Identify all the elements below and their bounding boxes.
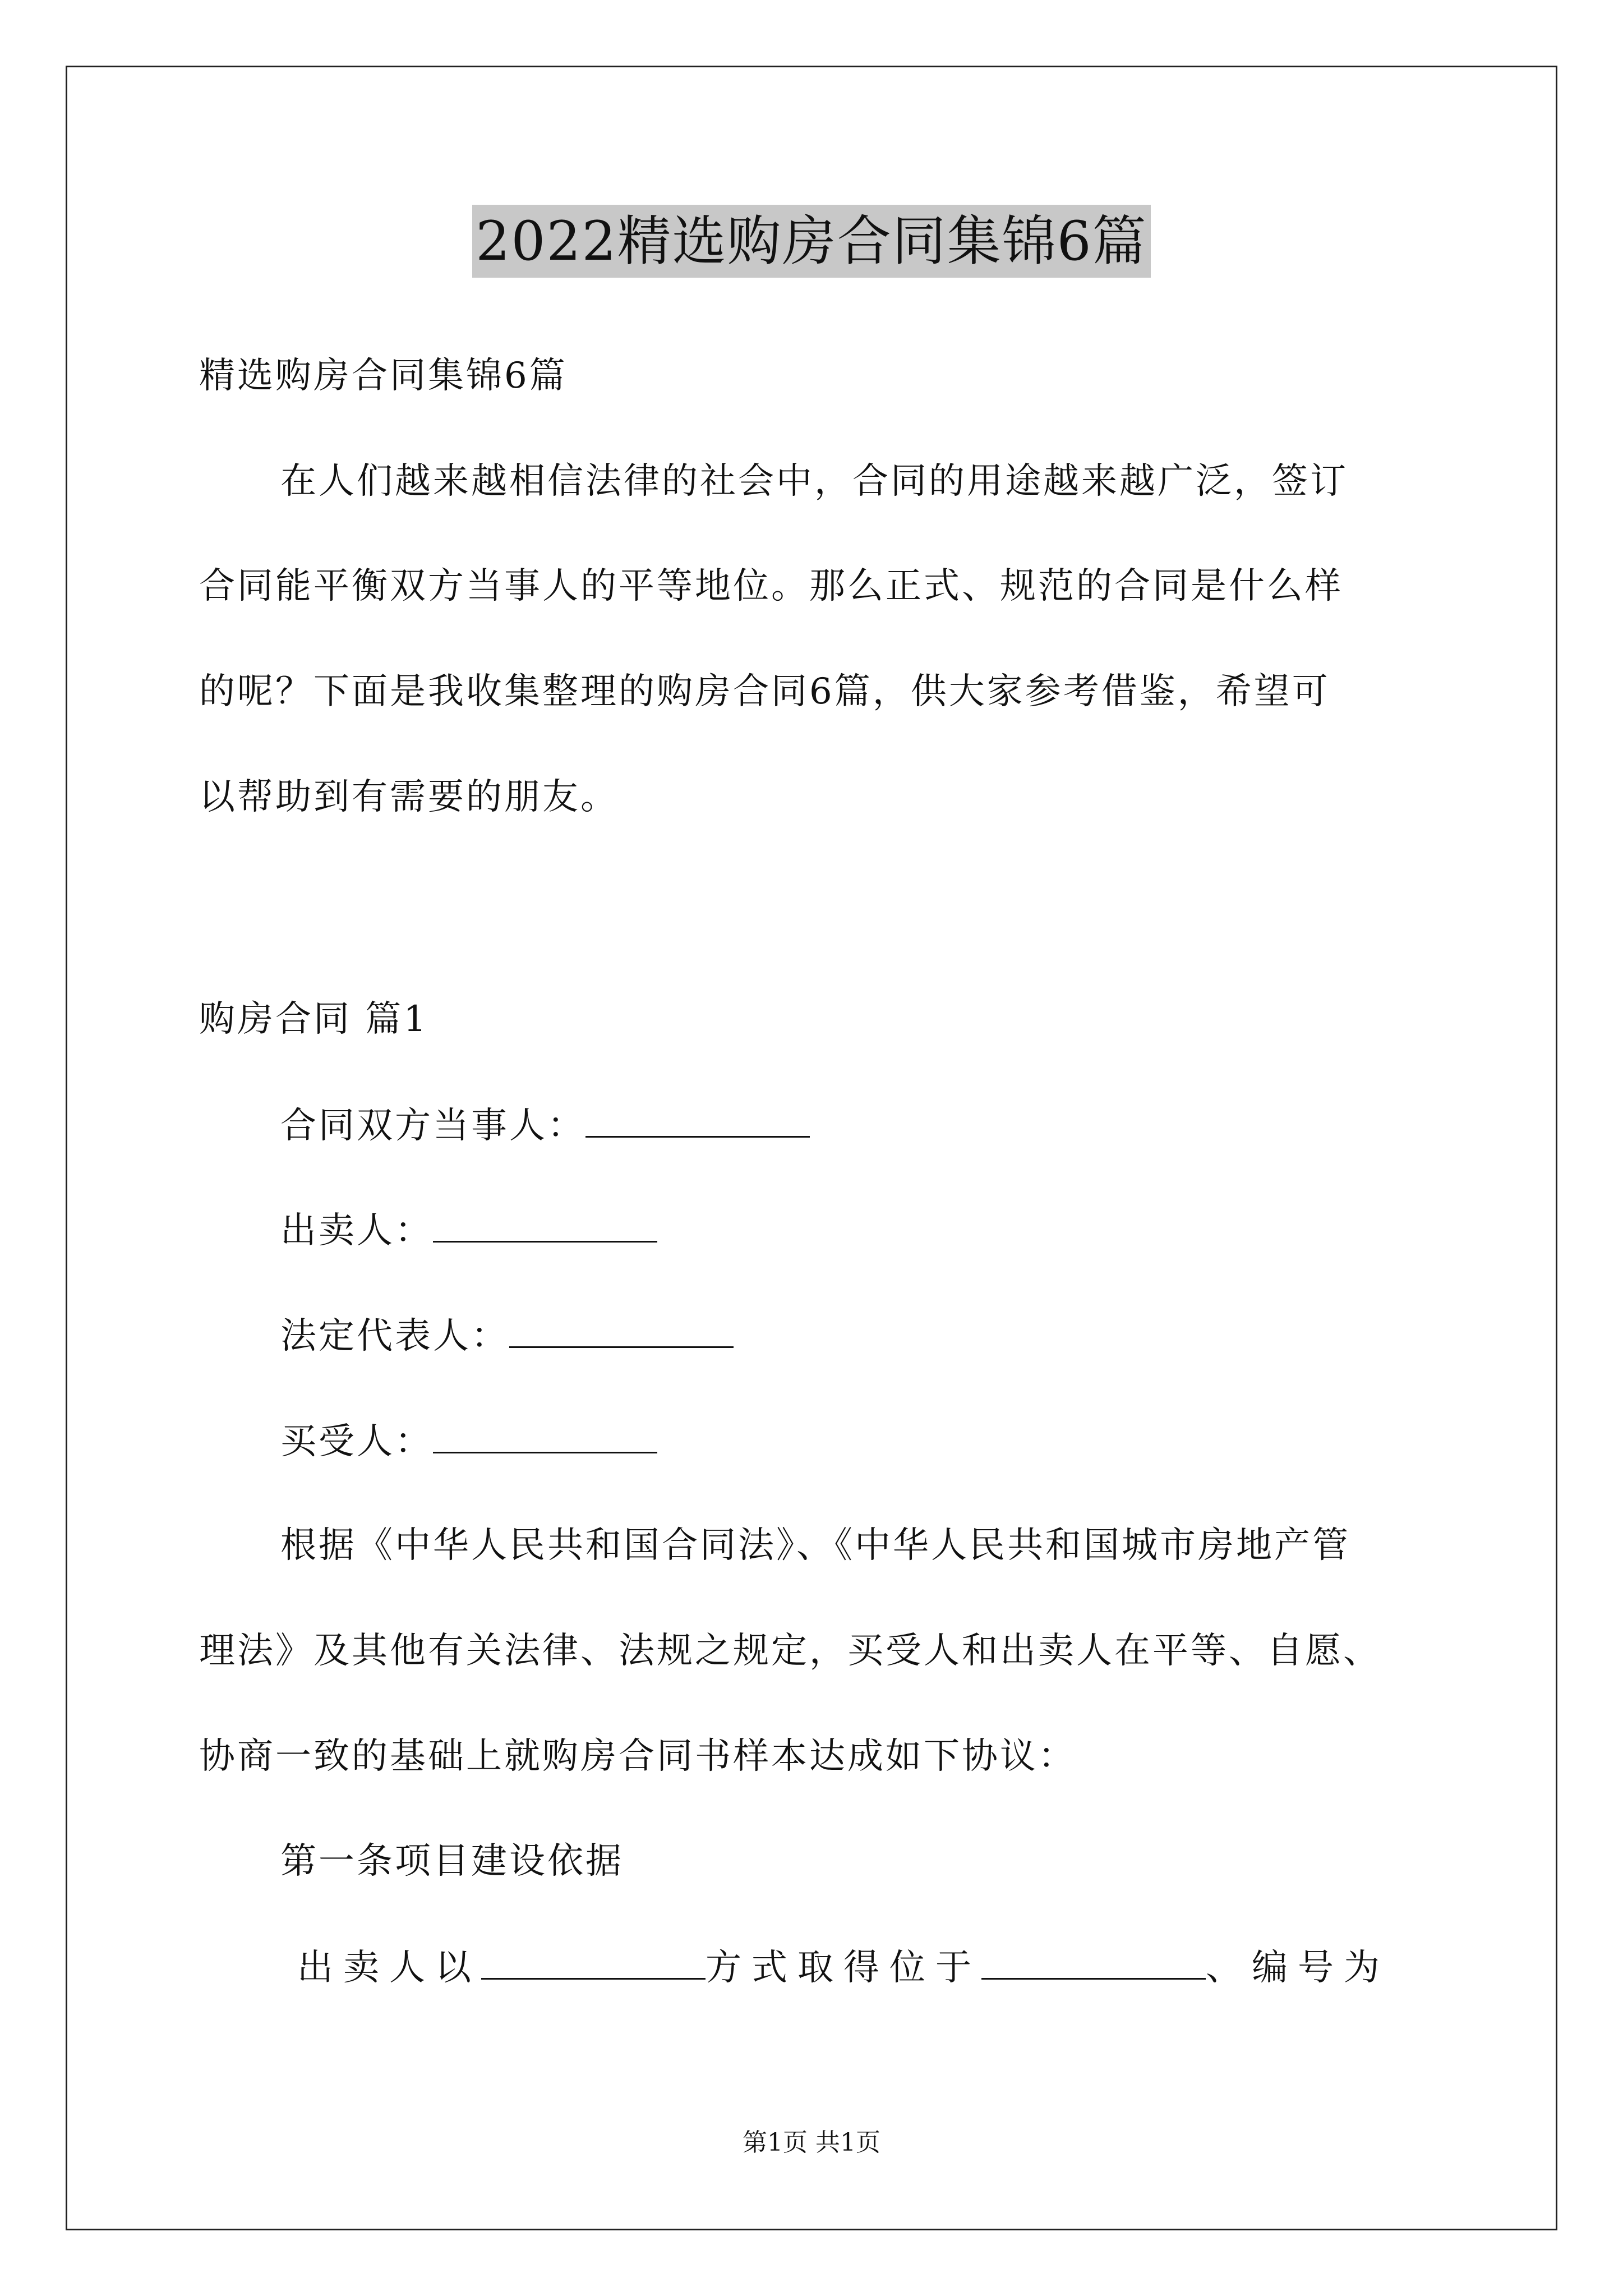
article-1-title: 第一条项目建设依据 (280, 1841, 624, 1882)
legal-rep-blank[interactable] (509, 1313, 734, 1348)
document-subtitle: 精选购房合同集锦6篇 (199, 355, 568, 397)
parties-field (280, 1102, 810, 1148)
buyer-field (280, 1418, 657, 1464)
parties-label: 合同双方当事人： (280, 1105, 585, 1147)
legal-rep-field (280, 1313, 734, 1359)
intro-line-3: 的呢？下面是我收集整理的购房合同6篇，供大家参考借鉴，希望可 (199, 671, 1330, 712)
location-blank[interactable] (981, 1944, 1206, 1980)
basis-line-3: 协商一致的基础上就购房合同书样本达成如下协议： (199, 1736, 1076, 1777)
seller-label: 出卖人： (280, 1210, 433, 1251)
buyer-blank[interactable] (433, 1418, 657, 1453)
seller-field (280, 1207, 657, 1253)
article-1-part-2: 方式取得位于 (706, 1947, 981, 1989)
article-1-part-1: 出卖人以 (297, 1947, 481, 1989)
basis-line-2: 理法》及其他有关法律、法规之规定，买受人和出卖人在平等、自愿、 (199, 1630, 1381, 1672)
legal-rep-label: 法定代表人： (280, 1315, 509, 1357)
document-title: 2022精选购房合同集锦6篇 (472, 205, 1150, 278)
article-1-text (297, 1944, 1390, 1990)
title-container (0, 205, 1623, 278)
intro-line-4: 以帮助到有需要的朋友。 (199, 776, 619, 818)
acquisition-method-blank[interactable] (481, 1944, 706, 1980)
intro-line-2: 合同能平衡双方当事人的平等地位。那么正式、规范的合同是什么样 (199, 565, 1343, 607)
seller-blank[interactable] (433, 1207, 657, 1243)
article-1-part-3: 、编号为 (1206, 1947, 1390, 1989)
section-heading: 购房合同 篇1 (199, 999, 429, 1040)
page-footer: 第1页 共1页 (743, 2128, 880, 2157)
parties-blank[interactable] (585, 1102, 810, 1138)
basis-line-1: 根据《中华人民共和国合同法》、《中华人民共和国城市房地产管 (280, 1525, 1350, 1566)
intro-line-1: 在人们越来越相信法律的社会中，合同的用途越来越广泛，签订 (280, 461, 1348, 502)
buyer-label: 买受人： (280, 1421, 433, 1462)
